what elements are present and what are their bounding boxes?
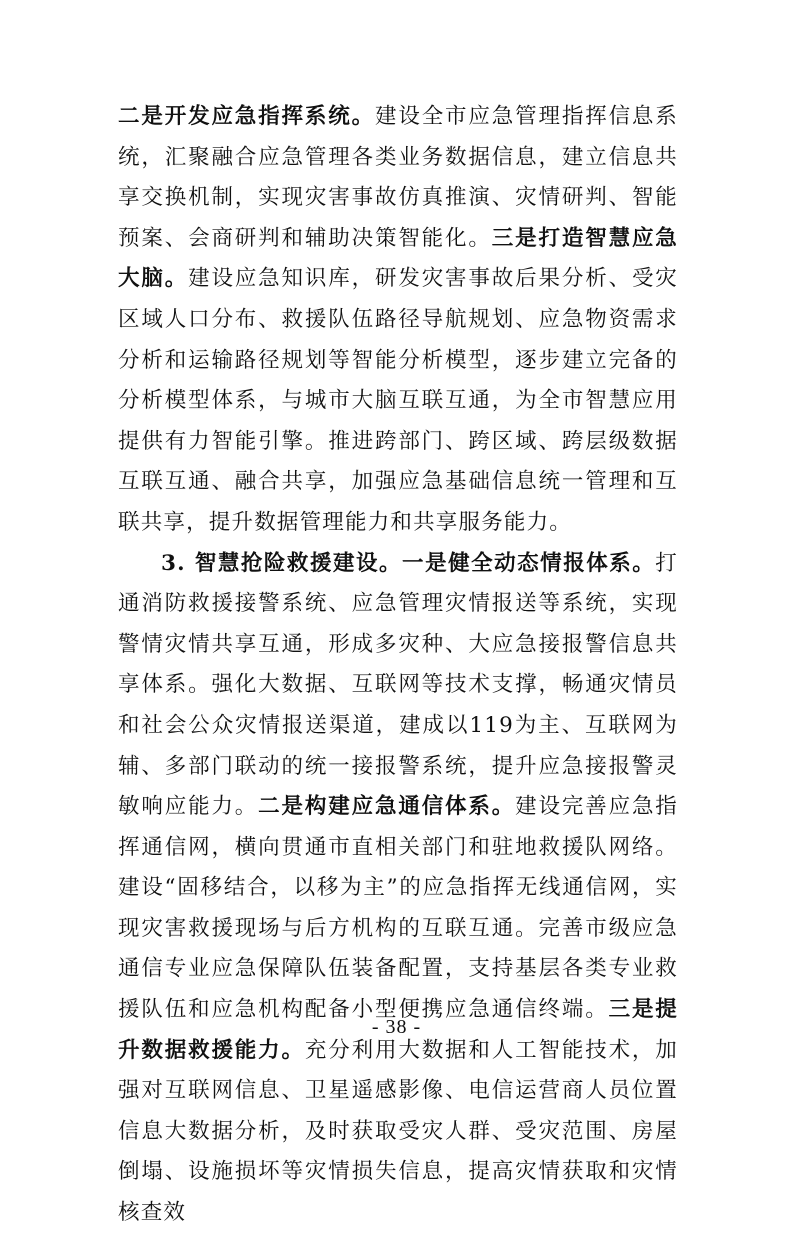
- paragraph-text: 建设完善应急指挥通信网，横向贯通市直相关部门和驻地救援队网络。建设“固移结合，以移为主”的应急指挥无线通信网，实现灾害救援现场与后方机构的互联互通。完善市级应急通信专业应急保障队伍装备配置，支持基层各类专业救援队伍和应急机构配备小型便携应急通信终端。: [118, 794, 679, 1023]
- paragraph-1: [118, 97, 678, 544]
- heading-dynamic-intelligence: 一是健全动态情报体系。: [402, 550, 656, 576]
- paragraph-text: 充分利用大数据和人工智能技术，加强对互联网信息、卫星遥感影像、电信运营商人员位置信息大数据分析，及时获取受灾人群、受灾范围、房屋倒塌、设施损坏等灾情损失信息，提高灾情获取和灾情核查效: [118, 1037, 678, 1226]
- page-number: - 38 -: [371, 1016, 422, 1038]
- heading-smart-emergency-brain: 三是打造智慧应急大脑。: [118, 225, 679, 292]
- paragraph-text: 建设全市应急管理指挥信息系统，汇聚融合应急管理各类业务数据信息，建立信息共享交换机制，实现灾害事故仿真推演、灾情研判、智能预案、会商研判和辅助决策智能化。: [118, 104, 678, 251]
- paragraph-text: 建设应急知识库，研发灾害事故后果分析、受灾区域人口分布、救援队伍路径导航规划、应急物资需求分析和运输路径规划等智能分析模型，逐步建立完备的分析模型体系，与城市大脑互联互通，为全市智慧应用提供有力智能引擎。推进跨部门、跨区域、跨层级数据互联互通、融合共享，加强应急基础信息统一管理和互联共享，提升数据管理能力和共享服务能力。: [118, 266, 679, 535]
- heading-data-rescue-capability: 三是提升数据救援能力。: [118, 997, 678, 1063]
- heading-develop-command-system: 二是开发应急指挥系统。: [118, 104, 375, 129]
- heading-emergency-communication: 二是构建应急通信体系。: [258, 794, 516, 820]
- section-heading-smart-rescue: 3. 智慧抢险救援建设。: [161, 550, 403, 576]
- paragraph-text: 打通消防救援接警系统、应急管理灾情报送等系统，实现警情灾情共享互通，形成多灾种、大应急接报警信息共享体系。强化大数据、互联网等技术支撑，畅通灾情员和社会公众灾情报送渠道，建成以119为主、互联网为辅、多部门联动的统一接报警系统，提升应急接报警灵敏响应能力。: [118, 550, 678, 820]
- body-text: [118, 97, 678, 1234]
- paragraph-2: [118, 544, 678, 1234]
